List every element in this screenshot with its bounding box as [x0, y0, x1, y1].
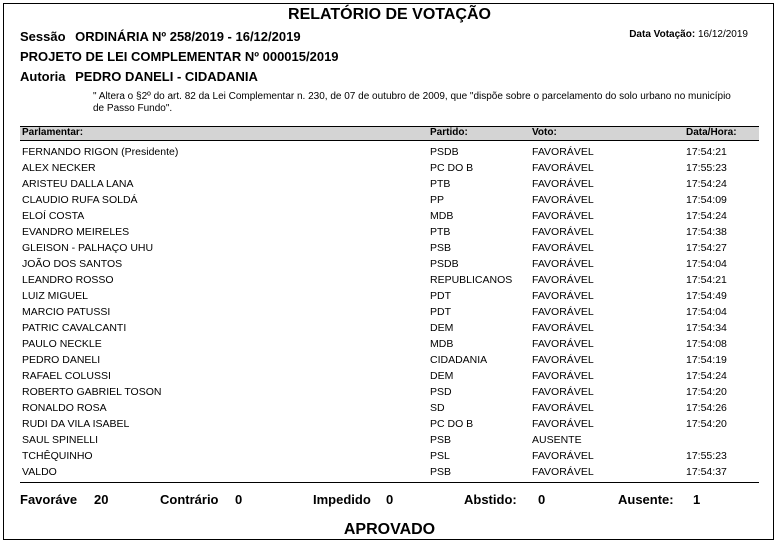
voto-cell: FAVORÁVEL	[532, 178, 594, 190]
table-row	[20, 176, 759, 192]
hora-cell: 17:54:08	[686, 338, 727, 350]
voto-cell: FAVORÁVEL	[532, 370, 594, 382]
partido-cell: PTB	[430, 226, 451, 238]
partido-cell: PSDB	[430, 146, 459, 158]
authorship-value: PEDRO DANELI - CIDADANIA	[75, 69, 258, 84]
total-contrario-value: 0	[235, 492, 243, 507]
parlamentar-cell: ROBERTO GABRIEL TOSON	[22, 386, 162, 398]
partido-cell: PSB	[430, 466, 452, 478]
hora-cell: 17:54:21	[686, 146, 727, 158]
vote-table-body	[20, 144, 759, 480]
parlamentar-cell: ELOÍ COSTA	[22, 210, 85, 222]
hora-cell: 17:54:26	[686, 402, 727, 414]
total-impedido-value: 0	[386, 492, 394, 507]
hora-cell: 17:54:37	[686, 466, 727, 478]
parlamentar-cell: ALEX NECKER	[22, 162, 96, 174]
voto-cell: FAVORÁVEL	[532, 162, 594, 174]
parlamentar-cell: PEDRO DANELI	[22, 354, 101, 366]
total-favoravel-label: Favoráve	[20, 492, 78, 507]
voto-cell: AUSENTE	[532, 434, 582, 446]
parlamentar-cell: LUIZ MIGUEL	[22, 290, 88, 302]
parlamentar-cell: MARCIO PATUSSI	[22, 306, 111, 318]
table-row	[20, 320, 759, 336]
table-row	[20, 192, 759, 208]
voto-cell: FAVORÁVEL	[532, 418, 594, 430]
header-parlamentar: Parlamentar:	[22, 127, 84, 138]
parlamentar-cell: PATRIC CAVALCANTI	[22, 322, 127, 334]
table-bottom-rule	[20, 482, 759, 483]
voto-cell: FAVORÁVEL	[532, 450, 594, 462]
parlamentar-cell: CLAUDIO RUFA SOLDÁ	[22, 194, 138, 206]
parlamentar-cell: FERNANDO RIGON (Presidente)	[22, 146, 179, 158]
hora-cell: 17:54:19	[686, 354, 727, 366]
voto-cell: FAVORÁVEL	[532, 194, 594, 206]
table-row	[20, 304, 759, 320]
parlamentar-cell: ARISTEU DALLA LANA	[22, 178, 134, 190]
parlamentar-cell: RONALDO ROSA	[22, 402, 107, 414]
total-contrario-label: Contrário	[160, 492, 219, 507]
total-abstido-label: Abstido:	[464, 492, 517, 507]
partido-cell: PTB	[430, 178, 451, 190]
partido-cell: PSB	[430, 242, 452, 254]
header-partido: Partido:	[430, 127, 468, 138]
partido-cell: SD	[430, 402, 445, 414]
partido-cell: PSL	[430, 450, 450, 462]
hora-cell: 17:55:23	[686, 450, 727, 462]
table-row	[20, 256, 759, 272]
hora-cell: 17:54:24	[686, 210, 727, 222]
hora-cell: 17:54:24	[686, 370, 727, 382]
table-row	[20, 400, 759, 416]
header-data-hora: Data/Hora:	[686, 127, 737, 138]
vote-date-value: 16/12/2019	[697, 29, 748, 40]
table-header	[20, 126, 759, 141]
report-title: RELATÓRIO DE VOTAÇÃO	[288, 6, 491, 23]
table-row	[20, 224, 759, 240]
partido-cell: PP	[430, 194, 445, 206]
parlamentar-cell: PAULO NECKLE	[22, 338, 102, 350]
session-label: Sessão	[20, 29, 66, 44]
session-line	[20, 29, 301, 44]
voto-cell: FAVORÁVEL	[532, 306, 594, 318]
partido-cell: PDT	[430, 290, 451, 302]
parlamentar-cell: JOÃO DOS SANTOS	[22, 258, 123, 270]
parlamentar-cell: RAFAEL COLUSSI	[22, 370, 111, 382]
header-voto: Voto:	[532, 127, 557, 138]
partido-cell: MDB	[430, 210, 454, 222]
table-row	[20, 368, 759, 384]
voto-cell: FAVORÁVEL	[532, 402, 594, 414]
hora-cell: 17:54:24	[686, 178, 727, 190]
hora-cell: 17:54:04	[686, 258, 727, 270]
total-impedido-label: Impedido	[313, 492, 371, 507]
partido-cell: PSB	[430, 434, 452, 446]
authorship-label: Autoria	[20, 69, 66, 84]
voto-cell: FAVORÁVEL	[532, 466, 594, 478]
hora-cell: 17:54:38	[686, 226, 727, 238]
table-row	[20, 208, 759, 224]
partido-cell: MDB	[430, 338, 454, 350]
session-value: ORDINÁRIA Nº 258/2019 - 16/12/2019	[75, 29, 301, 44]
table-row	[20, 240, 759, 256]
project-description: " Altera o §2º do art. 82 da Lei Complementar n. 230, de 07 de outubro de 2009, que "dispõe sobre o parcelamento do solo urbano no município de Passo Fundo".	[93, 91, 731, 114]
total-favoravel-value: 20	[94, 492, 109, 507]
authorship-line	[20, 69, 258, 84]
voto-cell: FAVORÁVEL	[532, 354, 594, 366]
table-row	[20, 448, 759, 464]
voto-cell: FAVORÁVEL	[532, 290, 594, 302]
hora-cell: 17:54:09	[686, 194, 727, 206]
project-title: PROJETO DE LEI COMPLEMENTAR Nº 000015/2019	[20, 49, 339, 64]
hora-cell: 17:54:04	[686, 306, 727, 318]
parlamentar-cell: SAUL SPINELLI	[22, 434, 99, 446]
partido-cell: PSD	[430, 386, 452, 398]
partido-cell: CIDADANIA	[430, 354, 488, 366]
hora-cell: 17:54:21	[686, 274, 727, 286]
voto-cell: FAVORÁVEL	[532, 226, 594, 238]
partido-cell: REPUBLICANOS	[430, 274, 513, 286]
hora-cell: 17:54:27	[686, 242, 727, 254]
vote-date-label: Data Votação:	[629, 29, 696, 40]
table-row	[20, 272, 759, 288]
partido-cell: DEM	[430, 370, 454, 382]
total-ausente-label: Ausente:	[618, 492, 674, 507]
table-row	[20, 160, 759, 176]
partido-cell: DEM	[430, 322, 454, 334]
parlamentar-cell: LEANDRO ROSSO	[22, 274, 114, 286]
vote-date	[629, 29, 748, 40]
hora-cell: 17:55:23	[686, 162, 727, 174]
table-row	[20, 432, 759, 448]
parlamentar-cell: GLEISON - PALHAÇO UHU	[22, 242, 154, 254]
table-row	[20, 336, 759, 352]
partido-cell: PC DO B	[430, 418, 474, 430]
voto-cell: FAVORÁVEL	[532, 274, 594, 286]
table-row	[20, 464, 759, 480]
hora-cell: 17:54:20	[686, 386, 727, 398]
voto-cell: FAVORÁVEL	[532, 322, 594, 334]
vote-result: APROVADO	[343, 521, 436, 538]
parlamentar-cell: RUDI DA VILA ISABEL	[22, 418, 130, 430]
partido-cell: PDT	[430, 306, 451, 318]
partido-cell: PSDB	[430, 258, 459, 270]
voto-cell: FAVORÁVEL	[532, 258, 594, 270]
total-abstido-value: 0	[538, 492, 546, 507]
voto-cell: FAVORÁVEL	[532, 210, 594, 222]
hora-cell: 17:54:20	[686, 418, 727, 430]
voto-cell: FAVORÁVEL	[532, 146, 594, 158]
parlamentar-cell: TCHÊQUINHO	[22, 450, 93, 462]
parlamentar-cell: EVANDRO MEIRELES	[22, 226, 130, 238]
partido-cell: PC DO B	[430, 162, 474, 174]
hora-cell: 17:54:34	[686, 322, 727, 334]
voto-cell: FAVORÁVEL	[532, 242, 594, 254]
total-ausente-value: 1	[693, 492, 701, 507]
table-row	[20, 384, 759, 400]
voto-cell: FAVORÁVEL	[532, 386, 594, 398]
table-row	[20, 416, 759, 432]
parlamentar-cell: VALDO	[22, 466, 57, 478]
table-row	[20, 288, 759, 304]
table-row	[20, 144, 759, 160]
voto-cell: FAVORÁVEL	[532, 338, 594, 350]
hora-cell: 17:54:49	[686, 290, 727, 302]
table-row	[20, 352, 759, 368]
